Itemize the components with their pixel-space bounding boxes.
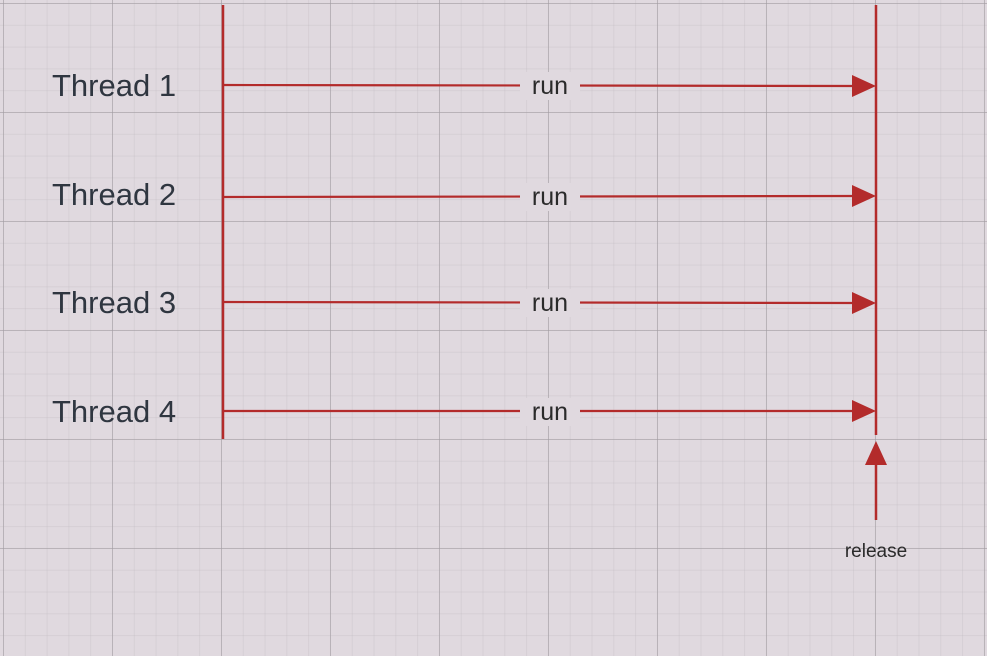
run-label-1: run: [520, 72, 580, 100]
thread-label-4: Thread 4: [52, 394, 177, 429]
thread-label-2: Thread 2: [52, 177, 177, 212]
thread-label-1: Thread 1: [52, 68, 177, 103]
run-label-2: run: [520, 183, 580, 211]
run-label-4: run: [520, 398, 580, 426]
release-label: release: [844, 541, 908, 562]
thread-label-3: Thread 3: [52, 285, 177, 320]
release-arrow: [865, 441, 887, 520]
run-label-3: run: [520, 289, 580, 317]
